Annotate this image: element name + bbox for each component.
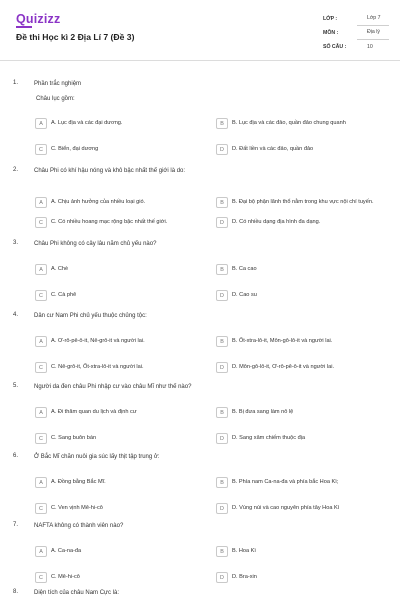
answer-option-b[interactable] <box>216 118 400 129</box>
option-letter-box: C <box>35 572 47 583</box>
option-text: C. Nê-grô-it, Ốt-xtra-lô-it và người lai. <box>51 364 144 370</box>
question-text: Người da đen châu Phi nhập cư vào châu Mĩ như thế nào? <box>34 384 192 390</box>
answer-option-c[interactable] <box>35 433 221 444</box>
option-letter-box: B <box>216 407 228 418</box>
answer-option-a[interactable] <box>35 407 221 418</box>
answer-option-b[interactable] <box>216 264 400 275</box>
option-text: D. Sang xâm chiếm thuộc địa <box>232 435 306 441</box>
option-text: B. Bị đưa sang làm nô lệ <box>232 409 294 415</box>
option-letter-box: A <box>35 118 47 129</box>
question-text: Ở Bắc Mĩ chăn nuôi gia súc lấy thịt tập trung ở: <box>34 454 160 460</box>
option-text: C. Ven vịnh Mê-hi-cô <box>51 505 103 511</box>
option-text: D. Có nhiều dạng địa hình đa dạng. <box>232 219 321 225</box>
meta-label: SỐ CÂU : <box>323 44 347 50</box>
option-text: C. Biển, đại dương <box>51 146 99 152</box>
meta-row-subject <box>323 26 389 40</box>
option-letter-box: B <box>216 264 228 275</box>
option-letter-box: B <box>216 197 228 208</box>
answer-option-a[interactable] <box>35 477 221 488</box>
option-text: A. Đi thăm quan du lịch và định cư <box>51 409 137 415</box>
question-number: 8. <box>13 589 19 595</box>
option-text: A. Chịu ảnh hưởng của nhiều loại gió. <box>51 199 146 205</box>
answer-option-b[interactable] <box>216 477 400 488</box>
option-letter-box: A <box>35 336 47 347</box>
option-text: B. Hoa Kì <box>232 548 256 554</box>
answer-option-d[interactable] <box>216 572 400 583</box>
option-text: D. Vùng núi và cao nguyên phía tây Hoa Kì <box>232 505 340 511</box>
answer-option-b[interactable] <box>216 336 400 347</box>
answer-option-d[interactable] <box>216 503 400 514</box>
meta-row-count <box>323 40 389 54</box>
option-text: C. Mê-hi-cô <box>51 574 80 580</box>
worksheet-title: Đề thi Học kì 2 Địa Lí 7 (Đề 3) <box>16 32 135 42</box>
answer-option-d[interactable] <box>216 433 400 444</box>
option-text: A. Ca-na-đa <box>51 548 82 554</box>
question-number: 2. <box>13 167 19 173</box>
answer-option-b[interactable] <box>216 197 400 208</box>
meta-value: Địa lý <box>357 26 389 40</box>
option-letter-box: A <box>35 477 47 488</box>
answer-option-c[interactable] <box>35 217 221 228</box>
option-letter-box: B <box>216 336 228 347</box>
option-text: A. Ơ-rô-pê-ô-it, Nê-grô-it và người lai. <box>51 338 145 344</box>
option-letter-box: D <box>216 503 228 514</box>
question-subtext: Châu lục gồm: <box>36 96 75 102</box>
option-letter-box: D <box>216 217 228 228</box>
option-text: B. Ốt-xtra-lô-it, Môn-gô-lô-it và người lai. <box>232 338 333 344</box>
meta-info <box>323 12 389 54</box>
meta-value: 10 <box>367 43 373 50</box>
question-number: 4. <box>13 312 19 318</box>
option-text: C. Sang buôn bán <box>51 435 97 441</box>
option-text: A. Lục địa và các đại dương. <box>51 120 123 126</box>
option-letter-box: B <box>216 546 228 557</box>
option-text: D. Đất liền và các đảo, quần đảo <box>232 146 314 152</box>
option-letter-box: D <box>216 290 228 301</box>
option-letter-box: D <box>216 362 228 373</box>
answer-option-b[interactable] <box>216 546 400 557</box>
answer-option-c[interactable] <box>35 144 221 155</box>
question-text: Phần trắc nghiệm <box>34 81 82 87</box>
option-letter-box: C <box>35 433 47 444</box>
option-text: D. Bra-xin <box>232 574 257 580</box>
answer-option-a[interactable] <box>35 197 221 208</box>
answer-option-c[interactable] <box>35 362 221 373</box>
option-letter-box: B <box>216 118 228 129</box>
answer-option-d[interactable] <box>216 362 400 373</box>
answer-option-c[interactable] <box>35 290 221 301</box>
option-letter-box: C <box>35 144 47 155</box>
option-letter-box: C <box>35 503 47 514</box>
meta-row-class <box>323 12 389 26</box>
answer-option-d[interactable] <box>216 290 400 301</box>
question-number: 5. <box>13 383 19 389</box>
option-letter-box: D <box>216 433 228 444</box>
option-text: A. Đồng bằng Bắc Mĩ. <box>51 479 106 485</box>
option-letter-box: C <box>35 217 47 228</box>
option-letter-box: C <box>35 290 47 301</box>
option-text: A. Chè <box>51 266 69 272</box>
option-text: B. Lục địa và các đảo, quần đảo chung quanh <box>232 120 346 126</box>
option-text: B. Ca cao <box>232 266 257 272</box>
question-text: Châu Phi không có cây lâu năm chủ yếu nào? <box>34 241 157 247</box>
logo-underline <box>16 26 32 28</box>
answer-option-a[interactable] <box>35 546 221 557</box>
answer-option-a[interactable] <box>35 264 221 275</box>
answer-option-a[interactable] <box>35 118 221 129</box>
answer-option-d[interactable] <box>216 217 400 228</box>
option-letter-box: D <box>216 572 228 583</box>
question-number: 1. <box>13 80 19 86</box>
answer-option-d[interactable] <box>216 144 400 155</box>
answer-option-b[interactable] <box>216 407 400 418</box>
option-letter-box: A <box>35 407 47 418</box>
option-text: D. Cao su <box>232 292 257 298</box>
option-letter-box: A <box>35 264 47 275</box>
option-text: C. Cà phê <box>51 292 77 298</box>
option-letter-box: B <box>216 477 228 488</box>
question-text: Châu Phi có khí hậu nóng và khô bậc nhất thế giới là do: <box>34 168 186 174</box>
option-letter-box: D <box>216 144 228 155</box>
question-text: Diện tích của châu Nam Cực là: <box>34 590 120 596</box>
question-number: 7. <box>13 522 19 528</box>
option-letter-box: A <box>35 197 47 208</box>
answer-option-c[interactable] <box>35 503 221 514</box>
option-text: C. Có nhiều hoang mạc rộng bậc nhất thế giới. <box>51 219 168 225</box>
answer-option-c[interactable] <box>35 572 221 583</box>
question-text: Dân cư Nam Phi chủ yếu thuộc chủng tộc: <box>34 313 147 319</box>
question-number: 3. <box>13 240 19 246</box>
meta-label: LỚP : <box>323 16 338 22</box>
meta-value: Lớp 7 <box>357 12 389 26</box>
option-text: D. Môn-gô-lô-it, Ơ-rô-pê-ô-it và người lai. <box>232 364 335 370</box>
answer-option-a[interactable] <box>35 336 221 347</box>
option-letter-box: C <box>35 362 47 373</box>
quizizz-logo: Quizizz <box>16 12 61 26</box>
header-divider <box>0 60 400 61</box>
question-text: NAFTA không có thành viên nào? <box>34 523 124 529</box>
option-letter-box: A <box>35 546 47 557</box>
question-number: 6. <box>13 453 19 459</box>
meta-label: MÔN : <box>323 30 339 36</box>
option-text: B. Đại bộ phận lãnh thổ nằm trong khu vực nội chí tuyến. <box>232 199 374 205</box>
option-text: B. Phía nam Ca-na-đa và phía bắc Hoa Kì; <box>232 479 339 485</box>
